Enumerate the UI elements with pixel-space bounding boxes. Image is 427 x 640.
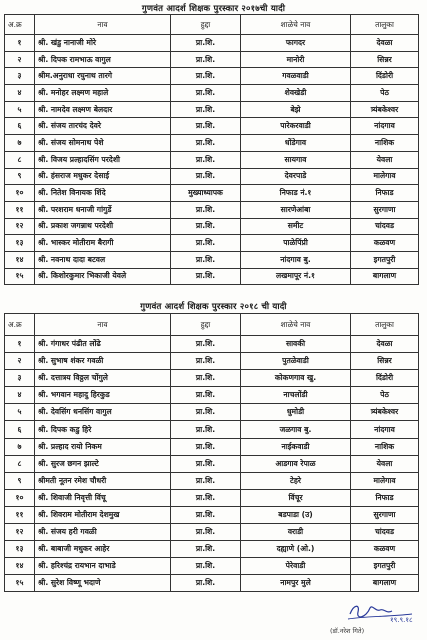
taluka-cell: निफाड bbox=[351, 489, 419, 506]
designation-cell: प्रा.शि. bbox=[171, 235, 241, 252]
serial-cell: १३ bbox=[5, 235, 35, 252]
taluka-cell: चांदवड bbox=[351, 524, 419, 541]
table-row bbox=[5, 524, 419, 541]
designation-cell: प्रा.शि. bbox=[171, 51, 241, 68]
designation-cell: प्रा.शि. bbox=[171, 85, 241, 102]
school-cell: आडगाव रेपाळ bbox=[241, 455, 351, 472]
taluka-cell: पेठ bbox=[351, 85, 419, 102]
school-cell: दह्याणे (ओ.) bbox=[241, 541, 351, 558]
serial-cell: २ bbox=[5, 353, 35, 370]
taluka-cell: त्र्यंबकेश्वर bbox=[351, 404, 419, 421]
name-cell: श्री. दत्तात्रय विठ्ठल चोंगुले bbox=[35, 370, 171, 387]
serial-cell: ११ bbox=[5, 506, 35, 523]
table-row bbox=[5, 168, 419, 185]
school-cell: धोंडेगाव bbox=[241, 135, 351, 152]
table-row bbox=[5, 370, 419, 387]
designation-cell: प्रा.शि. bbox=[171, 455, 241, 472]
taluka-cell: पेठ bbox=[351, 387, 419, 404]
table-row bbox=[5, 489, 419, 506]
designation-cell: प्रा.शि. bbox=[171, 68, 241, 85]
designation-cell: प्रा.शि. bbox=[171, 524, 241, 541]
school-cell: गवळवाडी bbox=[241, 68, 351, 85]
serial-cell: १३ bbox=[5, 541, 35, 558]
table-row bbox=[5, 421, 419, 438]
serial-cell: १ bbox=[5, 35, 35, 52]
taluka-cell: येवला bbox=[351, 455, 419, 472]
name-cell: श्री. प्रल्हाद रायो निकम bbox=[35, 438, 171, 455]
table-row bbox=[5, 118, 419, 135]
table-row bbox=[5, 235, 419, 252]
school-cell: सारणेआंबा bbox=[241, 201, 351, 218]
serial-cell: १५ bbox=[5, 575, 35, 592]
signature-date: १९.९.१८ bbox=[390, 616, 413, 624]
designation-cell: प्रा.शि. bbox=[171, 151, 241, 168]
table-row bbox=[5, 218, 419, 235]
school-cell: वराडी bbox=[241, 524, 351, 541]
taluka-cell: सुरगाणा bbox=[351, 201, 419, 218]
school-cell: पाळेपिंप्री bbox=[241, 235, 351, 252]
school-cell: पारेकरवाडी bbox=[241, 118, 351, 135]
taluka-cell: सिन्नर bbox=[351, 51, 419, 68]
school-cell: लखमापूर नं.१ bbox=[241, 268, 351, 285]
table-row bbox=[5, 35, 419, 52]
name-cell: श्री. भगवान महादु हिरकुड bbox=[35, 387, 171, 404]
designation-cell: प्रा.शि. bbox=[171, 387, 241, 404]
designation-cell: प्रा.शि. bbox=[171, 353, 241, 370]
name-cell: श्री. गंगाधर पंढीत लोंढे bbox=[35, 336, 171, 353]
header-name: नाव bbox=[35, 314, 171, 336]
taluka-cell: इगतपुरी bbox=[351, 558, 419, 575]
name-cell: श्री. नामदेव लक्ष्मण बेलदार bbox=[35, 101, 171, 118]
name-cell: श्रीमती नूतन रमेश चौधरी bbox=[35, 472, 171, 489]
table-row bbox=[5, 558, 419, 575]
taluka-cell: सुरगाणा bbox=[351, 506, 419, 523]
taluka-cell: येवला bbox=[351, 151, 419, 168]
name-cell: श्री. प्रकाश जगन्नाथ परदेशी bbox=[35, 218, 171, 235]
taluka-cell: बागलाण bbox=[351, 268, 419, 285]
serial-cell: १४ bbox=[5, 251, 35, 268]
name-cell: श्री. मनोहर लक्ष्मण महाले bbox=[35, 85, 171, 102]
taluka-cell: त्र्यंबकेश्वर bbox=[351, 101, 419, 118]
designation-cell: प्रा.शि. bbox=[171, 404, 241, 421]
serial-cell: १ bbox=[5, 336, 35, 353]
table-row bbox=[5, 185, 419, 202]
designation-cell: प्रा.शि. bbox=[171, 135, 241, 152]
designation-cell: प्रा.शि. bbox=[171, 251, 241, 268]
school-cell: फागदर bbox=[241, 35, 351, 52]
designation-cell: प्रा.शि. bbox=[171, 118, 241, 135]
school-cell: बडपाडा (उ) bbox=[241, 506, 351, 523]
header-serial: अ.क्र bbox=[5, 15, 35, 35]
table1-body bbox=[5, 35, 419, 285]
taluka-cell: इगतपुरी bbox=[351, 251, 419, 268]
name-cell: श्री. हरिश्चंद्र रायभान दाभाडे bbox=[35, 558, 171, 575]
header-designation: हुद्दा bbox=[171, 314, 241, 336]
designation-cell: प्रा.शि. bbox=[171, 35, 241, 52]
serial-cell: ८ bbox=[5, 455, 35, 472]
name-cell: श्री. शिवाजी निवृत्ती विंचू bbox=[35, 489, 171, 506]
serial-cell: ७ bbox=[5, 438, 35, 455]
serial-cell: १० bbox=[5, 489, 35, 506]
header-row bbox=[5, 314, 419, 336]
name-cell: श्री. बाबाजी मधुकर आहेर bbox=[35, 541, 171, 558]
table-row bbox=[5, 135, 419, 152]
name-cell: श्री. संजय तारचंद देवरे bbox=[35, 118, 171, 135]
taluka-cell: दिंडोरी bbox=[351, 370, 419, 387]
serial-cell: २ bbox=[5, 51, 35, 68]
table-row bbox=[5, 404, 419, 421]
table-row bbox=[5, 251, 419, 268]
designation-cell: प्रा.शि. bbox=[171, 506, 241, 523]
taluka-cell: बागलाण bbox=[351, 575, 419, 592]
serial-cell: १४ bbox=[5, 558, 35, 575]
taluka-cell: कळवण bbox=[351, 541, 419, 558]
serial-cell: ४ bbox=[5, 85, 35, 102]
serial-cell: ६ bbox=[5, 421, 35, 438]
designation-cell: प्रा.शि. bbox=[171, 201, 241, 218]
table-row bbox=[5, 336, 419, 353]
table-row bbox=[5, 541, 419, 558]
designation-cell: मुख्याध्यापक bbox=[171, 185, 241, 202]
table-row bbox=[5, 575, 419, 592]
school-cell: टेहरे bbox=[241, 472, 351, 489]
school-cell: कोकणगाव खु. bbox=[241, 370, 351, 387]
table-row bbox=[5, 268, 419, 285]
taluka-cell: नांदगाव bbox=[351, 118, 419, 135]
designation-cell: प्रा.शि. bbox=[171, 218, 241, 235]
taluka-cell: मालेगाव bbox=[351, 168, 419, 185]
designation-cell: प्रा.शि. bbox=[171, 268, 241, 285]
school-cell: नाचलोंडी bbox=[241, 387, 351, 404]
table-row bbox=[5, 51, 419, 68]
table-row bbox=[5, 101, 419, 118]
school-cell: नामपुर मुले bbox=[241, 575, 351, 592]
school-cell: जळगाव बु. bbox=[241, 421, 351, 438]
serial-cell: ९ bbox=[5, 168, 35, 185]
designation-cell: प्रा.शि. bbox=[171, 101, 241, 118]
signatory-name: (डॉ.नरेश गिते) bbox=[330, 627, 365, 635]
serial-cell: १० bbox=[5, 185, 35, 202]
serial-cell: १५ bbox=[5, 268, 35, 285]
table-row bbox=[5, 506, 419, 523]
header-school: शाळेचे नाव bbox=[241, 15, 351, 35]
designation-cell: प्रा.शि. bbox=[171, 575, 241, 592]
designation-cell: प्रा.शि. bbox=[171, 421, 241, 438]
serial-cell: ७ bbox=[5, 135, 35, 152]
name-cell: श्री. हंसराज मधुकर देसाई bbox=[35, 168, 171, 185]
name-cell: श्री. देवसिंग धनसिंग वागुल bbox=[35, 404, 171, 421]
table-row bbox=[5, 387, 419, 404]
table-row bbox=[5, 455, 419, 472]
school-cell: पेरेवाडी bbox=[241, 558, 351, 575]
name-cell: श्री. सुरेश विष्णू भदाणे bbox=[35, 575, 171, 592]
serial-cell: ३ bbox=[5, 370, 35, 387]
serial-cell: ९ bbox=[5, 472, 35, 489]
school-cell: देवरपाडे bbox=[241, 168, 351, 185]
school-cell: बेझे bbox=[241, 101, 351, 118]
school-cell: निफाड नं.१ bbox=[241, 185, 351, 202]
name-cell: श्रीम.अनुराधा रघुनाथ तारगे bbox=[35, 68, 171, 85]
name-cell: श्री. शिवराम मोतीराम देशमुख bbox=[35, 506, 171, 523]
name-cell: श्री. भास्कर मोतीराम बैरागी bbox=[35, 235, 171, 252]
header-name: नाव bbox=[35, 15, 171, 35]
school-cell: मानोरी bbox=[241, 51, 351, 68]
table2-body bbox=[5, 336, 419, 592]
table2-title: गुणवंत आदर्श शिक्षक पुरस्कार २०१८ ची यादी bbox=[140, 302, 287, 312]
name-cell: श्री. विजय प्रल्हादसिंग परदेशी bbox=[35, 151, 171, 168]
header-taluka: तालुका bbox=[351, 15, 419, 35]
name-cell: श्री. दिपक रामभाऊ वागुल bbox=[35, 51, 171, 68]
header-school: शाळेचे नाव bbox=[241, 314, 351, 336]
school-cell: नाईकवाडी bbox=[241, 438, 351, 455]
table-row bbox=[5, 151, 419, 168]
name-cell: श्री. संजय सोमनाथ पेशे bbox=[35, 135, 171, 152]
table-row bbox=[5, 438, 419, 455]
designation-cell: प्रा.शि. bbox=[171, 541, 241, 558]
table-row bbox=[5, 472, 419, 489]
header-taluka: तालुका bbox=[351, 314, 419, 336]
name-cell: श्री. किशोरकुमार भिकाजी येवले bbox=[35, 268, 171, 285]
school-cell: विंचूर bbox=[241, 489, 351, 506]
school-cell: समीट bbox=[241, 218, 351, 235]
designation-cell: प्रा.शि. bbox=[171, 370, 241, 387]
header-row bbox=[5, 15, 419, 35]
school-cell: नांदगाव बु. bbox=[241, 251, 351, 268]
award-list-2017-table bbox=[4, 14, 419, 285]
serial-cell: ६ bbox=[5, 118, 35, 135]
header-serial: अ.क्र bbox=[5, 314, 35, 336]
designation-cell: प्रा.शि. bbox=[171, 558, 241, 575]
serial-cell: १२ bbox=[5, 218, 35, 235]
serial-cell: ५ bbox=[5, 404, 35, 421]
taluka-cell: कळवण bbox=[351, 235, 419, 252]
table-row bbox=[5, 85, 419, 102]
serial-cell: ८ bbox=[5, 151, 35, 168]
taluka-cell: देवळा bbox=[351, 336, 419, 353]
serial-cell: ११ bbox=[5, 201, 35, 218]
name-cell: श्री. नवनाथ दादा बटवल bbox=[35, 251, 171, 268]
serial-cell: १२ bbox=[5, 524, 35, 541]
serial-cell: ५ bbox=[5, 101, 35, 118]
school-cell: धुमोडी bbox=[241, 404, 351, 421]
taluka-cell: देवळा bbox=[351, 35, 419, 52]
school-cell: शेवखेडी bbox=[241, 85, 351, 102]
signature-image bbox=[346, 600, 416, 624]
taluka-cell: मालेगाव bbox=[351, 472, 419, 489]
name-cell: श्री. खंडु नानाजी मोरे bbox=[35, 35, 171, 52]
school-cell: सायगाव bbox=[241, 151, 351, 168]
name-cell: श्री. संजय हरी गवळी bbox=[35, 524, 171, 541]
table-row bbox=[5, 68, 419, 85]
designation-cell: प्रा.शि. bbox=[171, 438, 241, 455]
taluka-cell: नाशिक bbox=[351, 438, 419, 455]
table-row bbox=[5, 201, 419, 218]
designation-cell: प्रा.शि. bbox=[171, 489, 241, 506]
name-cell: श्री. परशराम धनाजी गांगुर्डे bbox=[35, 201, 171, 218]
designation-cell: प्रा.शि. bbox=[171, 168, 241, 185]
taluka-cell: चांदवड bbox=[351, 218, 419, 235]
taluka-cell: दिंडोरी bbox=[351, 68, 419, 85]
serial-cell: ३ bbox=[5, 68, 35, 85]
taluka-cell: नाशिक bbox=[351, 135, 419, 152]
taluka-cell: सिन्नर bbox=[351, 353, 419, 370]
table1-title: गुणवंत आदर्श शिक्षक पुरस्कार २०१७ची यादी bbox=[141, 4, 286, 14]
taluka-cell: निफाड bbox=[351, 185, 419, 202]
name-cell: श्री. सुरज छगन झाल्टे bbox=[35, 455, 171, 472]
school-cell: सावकी bbox=[241, 336, 351, 353]
header-designation: हुद्दा bbox=[171, 15, 241, 35]
designation-cell: प्रा.शि. bbox=[171, 336, 241, 353]
serial-cell: ४ bbox=[5, 387, 35, 404]
taluka-cell: नांदगाव bbox=[351, 421, 419, 438]
designation-cell: प्रा.शि. bbox=[171, 472, 241, 489]
name-cell: श्री. सुभाष शंकर गवळी bbox=[35, 353, 171, 370]
award-list-2018-table bbox=[4, 313, 419, 592]
school-cell: पुतळेवाडी bbox=[241, 353, 351, 370]
name-cell: श्री. दिपक कडु हिरे bbox=[35, 421, 171, 438]
table-row bbox=[5, 353, 419, 370]
name-cell: श्री. नितेश विनायक शिंदे bbox=[35, 185, 171, 202]
